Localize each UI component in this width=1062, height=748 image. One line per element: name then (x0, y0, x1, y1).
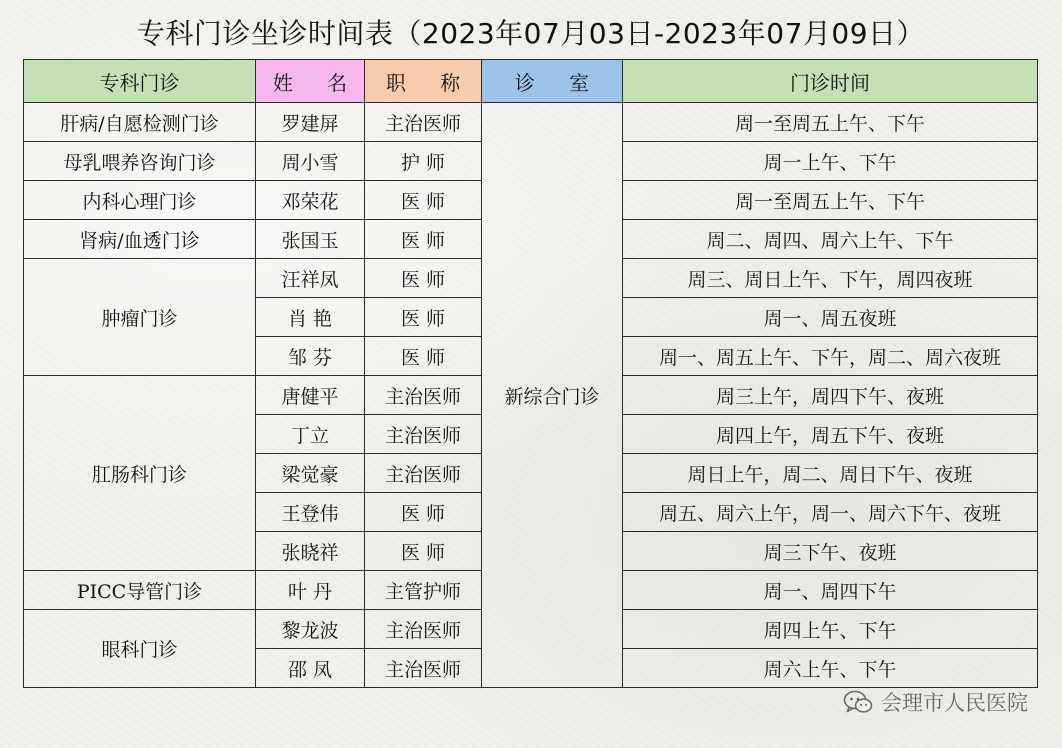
name-cell: 张国玉 (256, 220, 365, 259)
department-cell: 肝病/自愿检测门诊 (24, 103, 256, 142)
time-cell: 周四上午，周五下午、夜班 (623, 415, 1038, 454)
name-cell: 周小雪 (256, 142, 365, 181)
title-cell: 医 师 (365, 259, 482, 298)
header-title: 职 称 (365, 60, 482, 103)
header-department: 专科门诊 (24, 60, 256, 103)
time-cell: 周五、周六上午，周一、周六下午、夜班 (623, 493, 1038, 532)
title-cell: 主治医师 (365, 454, 482, 493)
time-cell: 周一、周五夜班 (623, 298, 1038, 337)
name-cell: 叶 丹 (256, 571, 365, 610)
time-cell: 周一上午、下午 (623, 142, 1038, 181)
title-cell: 医 师 (365, 220, 482, 259)
time-cell: 周六上午、下午 (623, 649, 1038, 688)
department-cell: 肾病/血透门诊 (24, 220, 256, 259)
title-cell: 医 师 (365, 532, 482, 571)
header-time: 门诊时间 (623, 60, 1038, 103)
name-cell: 黎龙波 (256, 610, 365, 649)
title-cell: 主管护师 (365, 571, 482, 610)
department-cell: PICC导管门诊 (24, 571, 256, 610)
name-cell: 唐健平 (256, 376, 365, 415)
table-header-row (24, 60, 1038, 103)
time-cell: 周二、周四、周六上午、下午 (623, 220, 1038, 259)
name-cell: 丁立 (256, 415, 365, 454)
title-cell: 主治医师 (365, 649, 482, 688)
title-cell: 医 师 (365, 337, 482, 376)
name-cell: 邹 芬 (256, 337, 365, 376)
time-cell: 周三下午、夜班 (623, 532, 1038, 571)
watermark-text: 会理市人民医院 (881, 691, 1028, 715)
time-cell: 周三上午，周四下午、夜班 (623, 376, 1038, 415)
name-cell: 罗建屏 (256, 103, 365, 142)
name-cell: 邓荣花 (256, 181, 365, 220)
time-cell: 周一至周五上午、下午 (623, 103, 1038, 142)
watermark (843, 686, 1028, 718)
wechat-icon (843, 689, 873, 715)
department-cell: 肿瘤门诊 (24, 259, 256, 376)
title-cell: 医 师 (365, 181, 482, 220)
name-cell: 张晓祥 (256, 532, 365, 571)
schedule-table (23, 59, 1038, 688)
department-cell: 内科心理门诊 (24, 181, 256, 220)
name-cell: 汪祥凤 (256, 259, 365, 298)
title-cell: 主治医师 (365, 610, 482, 649)
time-cell: 周一、周五上午、下午，周二、周六夜班 (623, 337, 1038, 376)
name-cell: 邵 凤 (256, 649, 365, 688)
name-cell: 王登伟 (256, 493, 365, 532)
name-cell: 肖 艳 (256, 298, 365, 337)
time-cell: 周日上午，周二、周日下午、夜班 (623, 454, 1038, 493)
title-cell: 医 师 (365, 298, 482, 337)
department-cell: 眼科门诊 (24, 610, 256, 688)
room-cell: 新综合门诊 (482, 103, 623, 688)
table-row (24, 103, 1038, 142)
department-cell: 母乳喂养咨询门诊 (24, 142, 256, 181)
time-cell: 周一、周四下午 (623, 571, 1038, 610)
title-cell: 护 师 (365, 142, 482, 181)
name-cell: 梁觉豪 (256, 454, 365, 493)
department-cell: 肛肠科门诊 (24, 376, 256, 571)
title-cell: 主治医师 (365, 415, 482, 454)
page-title: 专科门诊坐诊时间表（2023年07月03日-2023年07月09日） (136, 17, 926, 50)
header-name: 姓 名 (256, 60, 365, 103)
title-cell: 主治医师 (365, 103, 482, 142)
title-cell: 医 师 (365, 493, 482, 532)
time-cell: 周四上午、下午 (623, 610, 1038, 649)
time-cell: 周一至周五上午、下午 (623, 181, 1038, 220)
time-cell: 周三、周日上午、下午，周四夜班 (623, 259, 1038, 298)
header-room: 诊 室 (482, 60, 623, 103)
title-cell: 主治医师 (365, 376, 482, 415)
